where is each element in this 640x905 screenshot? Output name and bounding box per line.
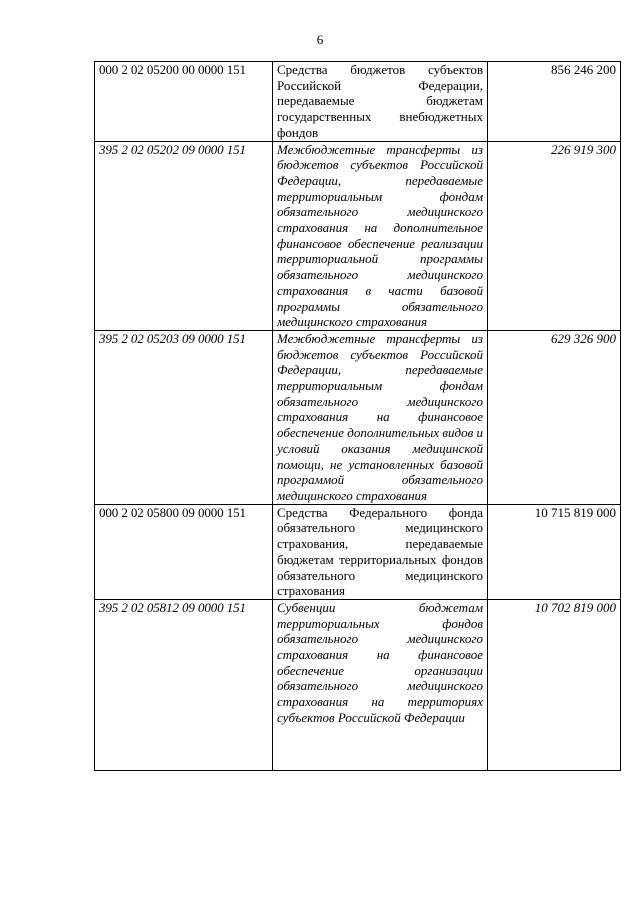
table-row xyxy=(95,62,621,142)
description-cell: Межбюджетные трансферты из бюджетов субъектов Российской Федерации, передаваемые территориальным фондам обязательного медицинского страхования на дополнительное финансовое обеспечение реализации территориальной программы обязательного медицинского страхования в части базовой программы обязательного медицинского страхования xyxy=(273,141,488,330)
description-cell: Субвенции бюджетам территориальных фондов обязательного медицинского страхования на финансовое обеспечение организации обязательного медицинского страхования на территориях субъектов Российской Федерации xyxy=(273,599,488,770)
budget-code-cell: 395 2 02 05203 09 0000 151 xyxy=(95,330,273,504)
table-row xyxy=(95,599,621,770)
amount-cell: 10 715 819 000 xyxy=(488,504,621,599)
budget-code-cell: 395 2 02 05202 09 0000 151 xyxy=(95,141,273,330)
budget-revenue-table xyxy=(94,61,621,771)
amount-cell: 629 326 900 xyxy=(488,330,621,504)
budget-code-cell: 000 2 02 05800 09 0000 151 xyxy=(95,504,273,599)
description-cell: Средства бюджетов субъектов Российской Федерации, передаваемые бюджетам государственных внебюджетных фондов xyxy=(273,62,488,142)
table-row xyxy=(95,141,621,330)
amount-cell: 226 919 300 xyxy=(488,141,621,330)
budget-code-cell: 000 2 02 05200 00 0000 151 xyxy=(95,62,273,142)
description-cell: Средства Федерального фонда обязательного медицинского страхования, передаваемые бюджетам территориальных фондов обязательного медицинского страхования xyxy=(273,504,488,599)
page-number: 6 xyxy=(316,32,324,47)
description-cell: Межбюджетные трансферты из бюджетов субъектов Российской Федерации, передаваемые территориальным фондам обязательного медицинского страхования на финансовое обеспечение дополнительных видов и условий оказания медицинской помощи, не установленных базовой программой обязательного медицинского страхования xyxy=(273,330,488,504)
amount-cell: 10 702 819 000 xyxy=(488,599,621,770)
table-row xyxy=(95,330,621,504)
budget-code-cell: 395 2 02 05812 09 0000 151 xyxy=(95,599,273,770)
amount-cell: 856 246 200 xyxy=(488,62,621,142)
table-row xyxy=(95,504,621,599)
